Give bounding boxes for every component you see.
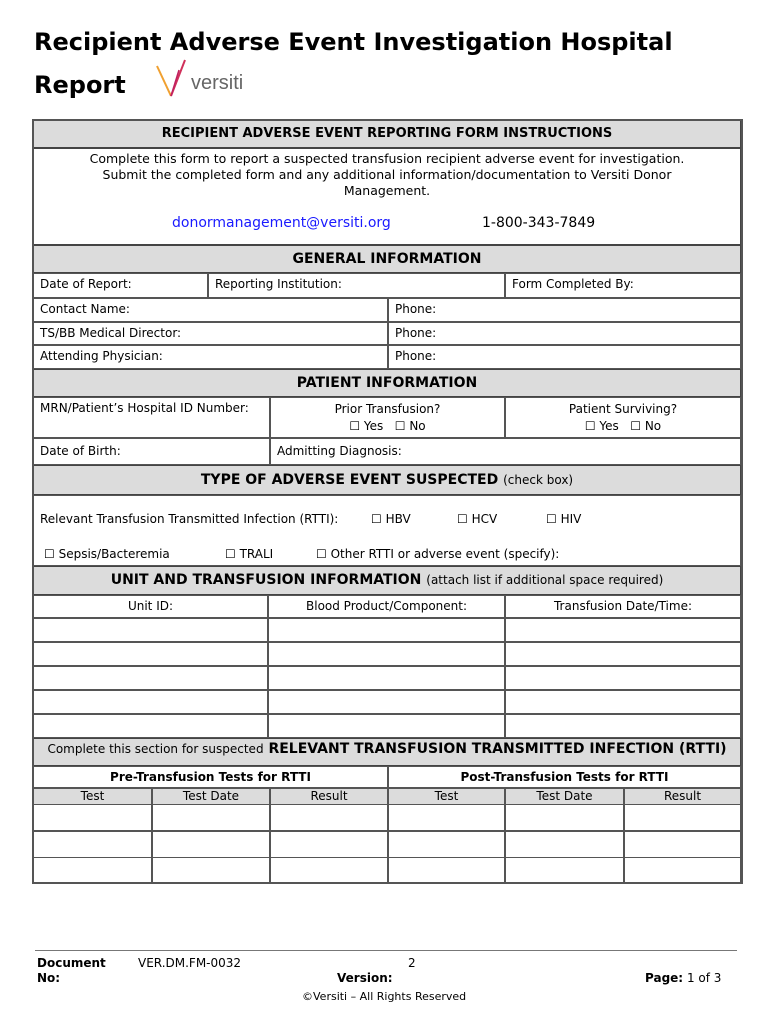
type-header: TYPE OF ADVERSE EVENT SUSPECTED (check box) xyxy=(33,465,741,495)
patient-surviving-cell: Patient Surviving? ☐ Yes ☐ No xyxy=(505,397,741,438)
instructions-header: RECIPIENT ADVERSE EVENT REPORTING FORM INSTRUCTIONS xyxy=(33,120,741,148)
trali-checkbox[interactable]: ☐ TRALI xyxy=(225,547,274,561)
prior-yes-checkbox[interactable]: ☐ Yes xyxy=(349,419,384,433)
tsbb-director-field[interactable]: TS/BB Medical Director: xyxy=(33,322,388,345)
unit-id-column-header: Unit ID: xyxy=(33,595,268,618)
hiv-checkbox[interactable]: ☐ HIV xyxy=(546,512,582,526)
post-transfusion-header: Post-Transfusion Tests for RTTI xyxy=(388,766,741,788)
version-value: 2 xyxy=(408,956,416,970)
page-title: Recipient Adverse Event Investigation Hospital xyxy=(34,28,673,56)
rtti-column-header: Result xyxy=(624,788,741,805)
contact-phone-field[interactable]: Phone: xyxy=(388,298,741,322)
rtti-table-cell[interactable] xyxy=(152,831,270,858)
unit-table-cell[interactable] xyxy=(33,642,268,666)
unit-table-cell[interactable] xyxy=(505,714,741,738)
tsbb-phone-field[interactable]: Phone: xyxy=(388,322,741,345)
rtti-column-header: Test Date xyxy=(152,788,270,805)
unit-table-cell[interactable] xyxy=(505,618,741,642)
rtti-table-cell[interactable] xyxy=(270,804,388,831)
unit-table-cell[interactable] xyxy=(268,714,505,738)
unit-table-cell[interactable] xyxy=(33,666,268,690)
rtti-column-header: Test xyxy=(33,788,152,805)
rtti-table-cell[interactable] xyxy=(388,831,505,858)
type-section xyxy=(33,495,741,566)
prior-no-checkbox[interactable]: ☐ No xyxy=(394,419,426,433)
rtti-table-cell[interactable] xyxy=(388,804,505,831)
doc-no: VER.DM.FM-0032 xyxy=(138,956,242,970)
rtti-table-cell[interactable] xyxy=(270,857,388,884)
rtti-table-cell[interactable] xyxy=(505,831,624,858)
unit-table-cell[interactable] xyxy=(505,642,741,666)
rtti-table-cell[interactable] xyxy=(624,857,741,884)
unit-table-cell[interactable] xyxy=(33,714,268,738)
rtti-table-cell[interactable] xyxy=(624,831,741,858)
rtti-table-cell[interactable] xyxy=(624,804,741,831)
admitting-diagnosis-field[interactable]: Admitting Diagnosis: xyxy=(270,438,741,465)
date-of-report-field[interactable]: Date of Report: xyxy=(33,273,208,298)
surviving-no-checkbox[interactable]: ☐ No xyxy=(630,419,662,433)
copyright: ©Versiti – All Rights Reserved xyxy=(302,990,467,1003)
unit-table-cell[interactable] xyxy=(268,642,505,666)
form-completed-by-field[interactable]: Form Completed By: xyxy=(505,273,741,298)
phone-number: 1-800-343-7849 xyxy=(482,215,596,231)
blood-product-column-header: Blood Product/Component: xyxy=(268,595,505,618)
rtti-table-cell[interactable] xyxy=(505,857,624,884)
page-indicator: Page: 1 of 3 xyxy=(645,971,722,985)
unit-table-cell[interactable] xyxy=(268,618,505,642)
version-label: Version: xyxy=(337,971,393,985)
patient-header: PATIENT INFORMATION xyxy=(33,369,741,397)
instructions-body: Complete this form to report a suspected transfusion recipient adverse event for investigation. Submit the completed form and any additional information/documentation to Versiti Donor Management. donormanagement@versiti.org 1-800-343-7849 xyxy=(33,148,741,245)
pre-transfusion-header: Pre-Transfusion Tests for RTTI xyxy=(33,766,388,788)
rtti-table-cell[interactable] xyxy=(33,857,152,884)
general-header: GENERAL INFORMATION xyxy=(33,245,741,273)
rtti-table-cell[interactable] xyxy=(152,804,270,831)
unit-table-cell[interactable] xyxy=(505,690,741,714)
unit-header: UNIT AND TRANSFUSION INFORMATION (attach list if additional space required) xyxy=(33,566,741,595)
rtti-table-cell[interactable] xyxy=(33,831,152,858)
versiti-logo: versiti xyxy=(155,58,265,100)
hcv-checkbox[interactable]: ☐ HCV xyxy=(457,512,498,526)
unit-table-cell[interactable] xyxy=(33,690,268,714)
footer-divider xyxy=(35,950,737,951)
unit-table-cell[interactable] xyxy=(268,690,505,714)
mrn-field[interactable]: MRN/Patient’s Hospital ID Number: xyxy=(33,397,270,438)
unit-table-cell[interactable] xyxy=(33,618,268,642)
contact-name-field[interactable]: Contact Name: xyxy=(33,298,388,322)
hbv-checkbox[interactable]: ☐ HBV xyxy=(371,512,411,526)
sepsis-checkbox[interactable]: ☐ Sepsis/Bacteremia xyxy=(44,547,170,561)
rtti-table-cell[interactable] xyxy=(388,857,505,884)
rtti-label: Relevant Transfusion Transmitted Infection (RTTI): xyxy=(40,512,339,526)
transfusion-date-column-header: Transfusion Date/Time: xyxy=(505,595,741,618)
rtti-column-header: Result xyxy=(270,788,388,805)
rtti-column-header: Test xyxy=(388,788,505,805)
rtti-table-cell[interactable] xyxy=(505,804,624,831)
email-link[interactable]: donormanagement@versiti.org xyxy=(172,215,391,231)
rtti-header: Complete this section for suspected RELEVANT TRANSFUSION TRANSMITTED INFECTION (RTTI) xyxy=(33,738,741,766)
reporting-institution-field[interactable]: Reporting Institution: xyxy=(208,273,505,298)
page-title-cont: Report xyxy=(34,71,126,99)
dob-field[interactable]: Date of Birth: xyxy=(33,438,270,465)
rtti-table-cell[interactable] xyxy=(270,831,388,858)
prior-transfusion-cell: Prior Transfusion? ☐ Yes ☐ No xyxy=(270,397,505,438)
other-checkbox[interactable]: ☐ Other RTTI or adverse event (specify): xyxy=(316,547,560,561)
unit-table-cell[interactable] xyxy=(505,666,741,690)
unit-table-cell[interactable] xyxy=(268,666,505,690)
attending-physician-field[interactable]: Attending Physician: xyxy=(33,345,388,369)
rtti-table-cell[interactable] xyxy=(33,804,152,831)
rtti-column-header: Test Date xyxy=(505,788,624,805)
doc-no-label: Document No: xyxy=(37,956,106,985)
attending-phone-field[interactable]: Phone: xyxy=(388,345,741,369)
rtti-table-cell[interactable] xyxy=(152,857,270,884)
surviving-yes-checkbox[interactable]: ☐ Yes xyxy=(584,419,619,433)
